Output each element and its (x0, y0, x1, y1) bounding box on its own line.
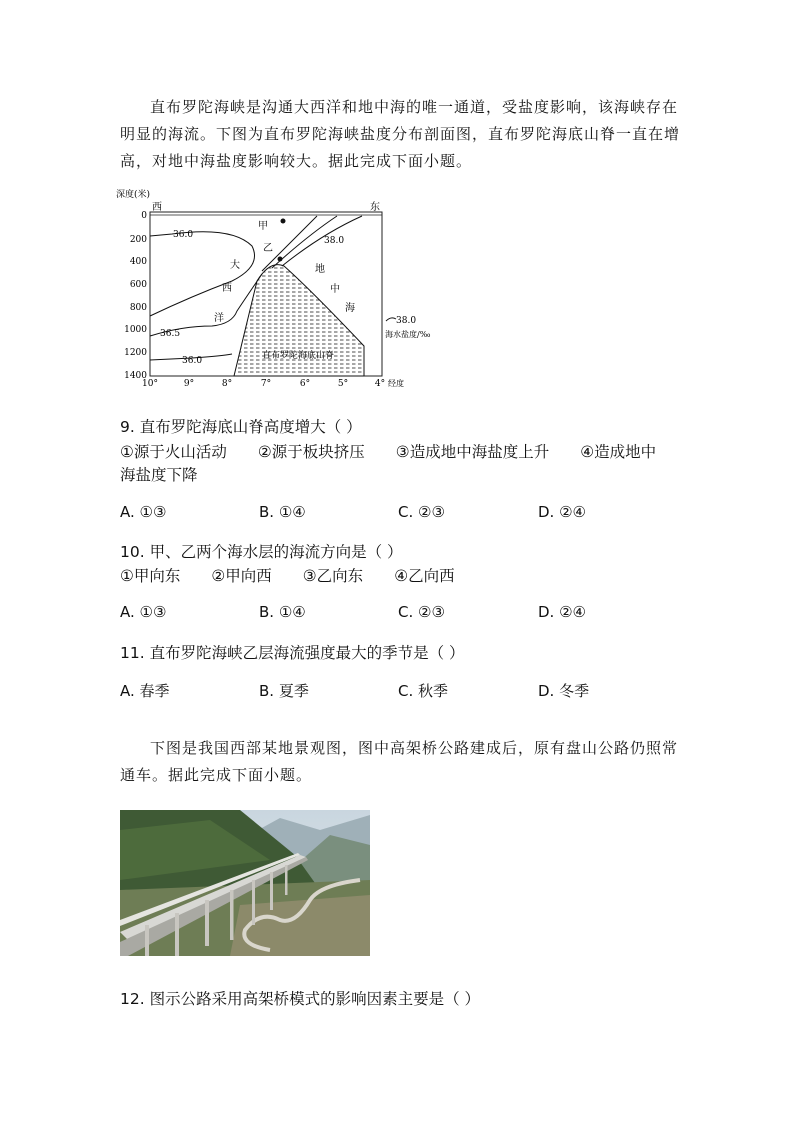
mediterranean-char-2: 中 (330, 284, 340, 295)
y-tick-800: 800 (129, 303, 147, 313)
east-label: 东 (370, 202, 380, 213)
q12-stem: 12. 图示公路采用高架桥模式的影响因素主要是（ ） (120, 990, 481, 1008)
q11-stem: 11. 直布罗陀海峡乙层海流强度最大的季节是（ ） (120, 644, 465, 662)
q10-option-c[interactable]: C. ②③ (398, 603, 445, 621)
iso-label-36-0-top: 36.0 (173, 230, 194, 240)
atlantic-char-3: 洋 (214, 313, 224, 324)
q10-choices: ①甲向东 ②甲向西 ③乙向东 ④乙向西 (120, 567, 455, 585)
legend-line (386, 318, 396, 321)
y-tick-400: 400 (129, 257, 147, 267)
salinity-profile-figure (112, 186, 432, 395)
x-tick-10: 10° (142, 379, 158, 389)
q9-option-c[interactable]: C. ②③ (398, 503, 445, 521)
legend-value: 38.0 (396, 316, 417, 326)
mediterranean-char-1: 地 (315, 264, 325, 275)
y-tick-200: 200 (129, 235, 147, 245)
passage-2 (120, 735, 680, 789)
y-tick-600: 600 (129, 280, 147, 290)
point-jia (281, 219, 286, 224)
y-tick-1400: 1400 (124, 371, 147, 381)
q11-option-c[interactable]: C. 秋季 (398, 682, 449, 700)
q9-option-b[interactable]: B. ①④ (259, 503, 306, 521)
passage-2-line-1: 下图是我国西部某地景观图，图中高架桥公路建成后，原有盘山公路仍照常 (150, 739, 679, 757)
atlantic-char-2: 西 (222, 283, 232, 294)
isohaline-38-lower (282, 216, 362, 266)
isohaline-36-0-upper (150, 232, 255, 316)
y-tick-1000: 1000 (124, 325, 147, 335)
q9-option-a[interactable]: A. ①③ (120, 503, 167, 521)
isohaline-36-5 (150, 274, 262, 336)
point-yi (278, 257, 283, 262)
legend-label: 海水盐度/‰ (385, 330, 431, 339)
passage-2-line-2: 通车。据此完成下面小题。 (120, 766, 313, 784)
q11-option-b[interactable]: B. 夏季 (259, 682, 309, 700)
q9-choices-line-2: 海盐度下降 (120, 466, 198, 484)
mediterranean-char-3: 海 (345, 303, 355, 314)
q9-stem: 9. 直布罗陀海底山脊高度增大（ ） (120, 418, 362, 436)
q11-option-d[interactable]: D. 冬季 (538, 682, 590, 700)
q9-option-d[interactable]: D. ②④ (538, 503, 586, 521)
q11-option-a[interactable]: A. 春季 (120, 682, 170, 700)
passage-1-line-1: 直布罗陀海峡是沟通大西洋和地中海的唯一通道，受盐度影响，该海峡存在 (150, 98, 679, 116)
passage-1-line-2: 明显的海流。下图为直布罗陀海峡盐度分布剖面图，直布罗陀海底山脊一直在增 (120, 125, 681, 143)
west-label: 西 (152, 202, 162, 213)
x-tick-5: 5° (337, 379, 349, 389)
x-unit-label: 经度 (388, 379, 404, 388)
iso-label-36-0-bottom: 36.0 (182, 356, 203, 366)
q10-option-d[interactable]: D. ②④ (538, 603, 586, 621)
ridge-label: 直布罗陀海底山脊 (262, 351, 335, 361)
x-tick-9: 9° (183, 379, 195, 389)
q10-option-b[interactable]: B. ①④ (259, 603, 306, 621)
x-tick-7: 7° (260, 379, 272, 389)
q10-option-a[interactable]: A. ①③ (120, 603, 167, 621)
y-tick-0: 0 (141, 211, 147, 221)
y-axis-title: 深度(米) (116, 190, 151, 200)
label-jia: 甲 (258, 221, 268, 232)
q10-stem: 10. 甲、乙两个海水层的海流方向是（ ） (120, 543, 403, 561)
atlantic-char-1: 大 (230, 260, 240, 271)
label-yi: 乙 (263, 243, 273, 254)
x-tick-6: 6° (299, 379, 311, 389)
q9-choices-line-1: ①源于火山活动 ②源于板块挤压 ③造成地中海盐度上升 ④造成地中 (120, 443, 657, 461)
passage-1-line-3: 高，对地中海盐度影响较大。据此完成下面小题。 (120, 152, 473, 170)
iso-label-38-0: 38.0 (324, 236, 345, 246)
viaduct-landscape-photo (120, 810, 370, 960)
iso-label-36-5: 36.5 (160, 329, 181, 339)
passage-1 (120, 94, 680, 175)
y-tick-1200: 1200 (124, 348, 147, 358)
x-tick-8: 8° (221, 379, 233, 389)
x-tick-4: 4° (374, 379, 386, 389)
